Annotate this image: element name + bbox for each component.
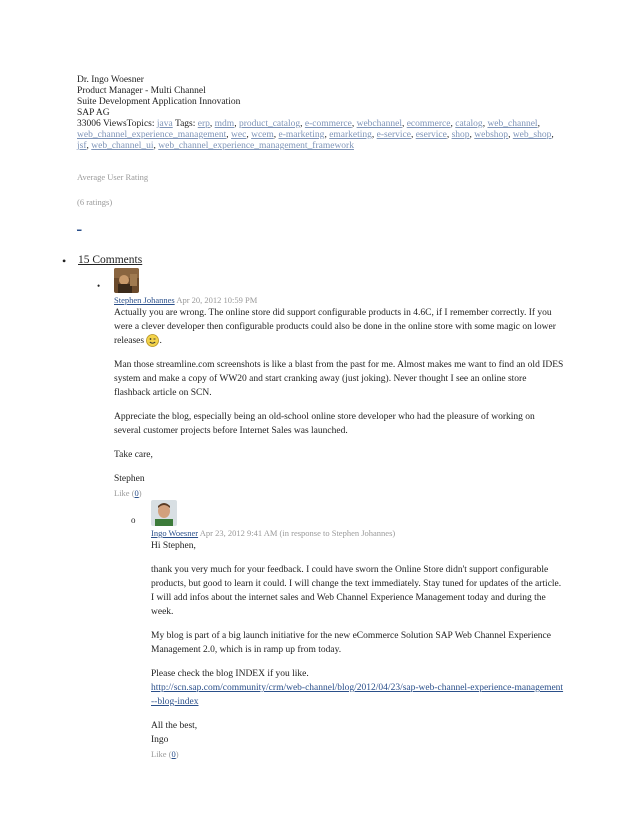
comment-paragraph: Please check the blog INDEX if you like.: [151, 669, 309, 679]
tag-link[interactable]: web_shop: [512, 130, 552, 140]
circle-bullet-icon: o: [131, 515, 136, 525]
comment-date: Apr 20, 2012 10:59 PM: [176, 295, 258, 305]
stephen-avatar-icon: [114, 268, 139, 293]
tag-separator: ,: [371, 130, 377, 140]
comments-count-link[interactable]: 15 Comments: [78, 254, 143, 266]
comment-paragraph: Take care,: [114, 450, 153, 460]
tag-separator: ,: [300, 119, 305, 129]
avatar[interactable]: [151, 500, 177, 526]
tag-link[interactable]: product_catalog: [238, 119, 301, 129]
author-name: Dr. Ingo Woesner: [77, 75, 144, 85]
comment-meta: [151, 527, 566, 539]
like-label: Like (: [151, 749, 172, 759]
author-unit: Suite Development Application Innovation: [77, 97, 241, 107]
comment-signature: Stephen: [114, 474, 145, 484]
comment-stephen: [114, 294, 564, 500]
tag-link[interactable]: mdm: [214, 119, 235, 129]
tag-link[interactable]: erp: [197, 119, 210, 129]
tag-link[interactable]: wec: [231, 130, 247, 140]
comment-author-link[interactable]: Ingo Woesner: [151, 528, 199, 538]
topic-link-java[interactable]: java: [156, 119, 173, 129]
tag-separator: ,: [209, 119, 215, 129]
views-count: 33006 Views: [77, 119, 127, 129]
like-count-link[interactable]: 0: [134, 488, 139, 498]
tag-link[interactable]: web_channel_experience_management_framework: [158, 141, 354, 151]
tag-link[interactable]: e-commerce: [304, 119, 352, 129]
tag-link[interactable]: web_channel_experience_management: [77, 130, 227, 140]
blog-index-link[interactable]: http://scn.sap.com/community/crm/web-channel/blog/2012/04/23/sap-web-channel-experience-management--blog-index: [151, 683, 564, 707]
tag-link[interactable]: web_channel_ui: [91, 141, 154, 151]
tag-link[interactable]: ecommerce: [406, 119, 451, 129]
bullet-icon: •: [62, 254, 67, 268]
tag-link[interactable]: web_channel: [487, 119, 538, 129]
tag-separator: ,: [273, 130, 279, 140]
tag-separator: ,: [482, 119, 488, 129]
comment-author-link[interactable]: Stephen Johannes: [114, 295, 175, 305]
like-control: [114, 486, 564, 500]
tag-separator: ,: [446, 130, 452, 140]
tag-separator: ,: [410, 130, 416, 140]
comment-paragraph: Man those streamline.com screenshots is like a blast from the past for me. Almost makes me want to find an old IDES system and make a copy of WW20 and start cranking away (just joking). Never thought I see an online store flashback article on SCN.: [114, 360, 564, 398]
like-close: ): [138, 488, 142, 498]
avatar[interactable]: [114, 268, 139, 293]
author-info: [77, 75, 567, 152]
tag-link[interactable]: eservice: [415, 130, 447, 140]
tag-separator: ,: [153, 141, 159, 151]
tag-separator: ,: [351, 119, 357, 129]
tag-separator: ,: [324, 130, 330, 140]
tag-separator: ,: [537, 119, 540, 129]
tag-separator: ,: [508, 130, 513, 140]
tag-link[interactable]: webshop: [474, 130, 509, 140]
comment-text: .: [159, 336, 162, 346]
tag-link[interactable]: catalog: [455, 119, 483, 129]
tag-separator: ,: [86, 141, 92, 151]
in-response-to: (in response to Stephen Johannes): [279, 528, 396, 538]
tag-link[interactable]: emarketing: [329, 130, 372, 140]
tag-separator: ,: [551, 130, 554, 140]
comment-paragraph: thank you very much for your feedback. I could have sworn the Online Store didn't support configurable products, but good to learn it could. I will change the text immediately. Stay tuned for updates of the article. I will add infos about the internet sales and Web Channel Experience Management today and during the week.: [151, 565, 562, 617]
comment-paragraph: [114, 306, 564, 348]
tag-link[interactable]: wcem: [251, 130, 274, 140]
tag-separator: ,: [469, 130, 475, 140]
tags-label: Tags:: [174, 119, 196, 129]
author-role: Product Manager - Multi Channel: [77, 86, 206, 96]
like-label: Like (: [114, 488, 135, 498]
topics-label: Topics:: [126, 119, 155, 129]
rating-link[interactable]: _: [77, 221, 82, 231]
like-control: [151, 747, 566, 761]
tag-separator: ,: [226, 130, 232, 140]
comment-text: Actually you are wrong. The online store did support configurable products in 4.6C, if I remember correctly. If you were a clever developer then configurable products could also be done in the online store with some magic on lower releases: [114, 308, 556, 346]
comment-paragraph: Hi Stephen,: [151, 541, 196, 551]
comment-meta: [114, 294, 564, 306]
comments-header: [78, 254, 142, 266]
comment-signoff: All the best,: [151, 721, 198, 731]
tag-link[interactable]: e-service: [376, 130, 411, 140]
like-close: ): [175, 749, 179, 759]
tag-separator: ,: [450, 119, 456, 129]
tag-separator: ,: [246, 130, 252, 140]
average-rating-label: Average User Rating: [77, 172, 149, 182]
ratings-count: (6 ratings): [77, 197, 113, 207]
ingo-avatar-icon: [151, 500, 177, 526]
comment-ingo: [151, 527, 566, 761]
views-topics-tags: [77, 119, 567, 152]
comment-signature: Ingo: [151, 735, 169, 745]
tag-link[interactable]: webchannel: [356, 119, 402, 129]
tag-link[interactable]: e-marketing: [278, 130, 325, 140]
bullet-icon: •: [97, 281, 101, 291]
comment-paragraph: Appreciate the blog, especially being an old-school online store developer who had the pleasure of working on several customer projects before Internet Sales was launched.: [114, 412, 535, 436]
like-count-link[interactable]: 0: [171, 749, 176, 759]
tag-link[interactable]: jsf: [77, 141, 87, 151]
wink-smiley-icon: [146, 334, 162, 347]
author-company: SAP AG: [77, 108, 110, 118]
blog-index-link-wrap: [151, 681, 566, 709]
tag-separator: ,: [234, 119, 239, 129]
comment-paragraph: My blog is part of a big launch initiative for the new eCommerce Solution SAP Web Channel Experience Management 2.0, which is in ramp up from today.: [151, 631, 551, 655]
tag-separator: ,: [401, 119, 407, 129]
comment-date: Apr 23, 2012 9:41 AM: [199, 528, 278, 538]
tag-link[interactable]: shop: [451, 130, 470, 140]
